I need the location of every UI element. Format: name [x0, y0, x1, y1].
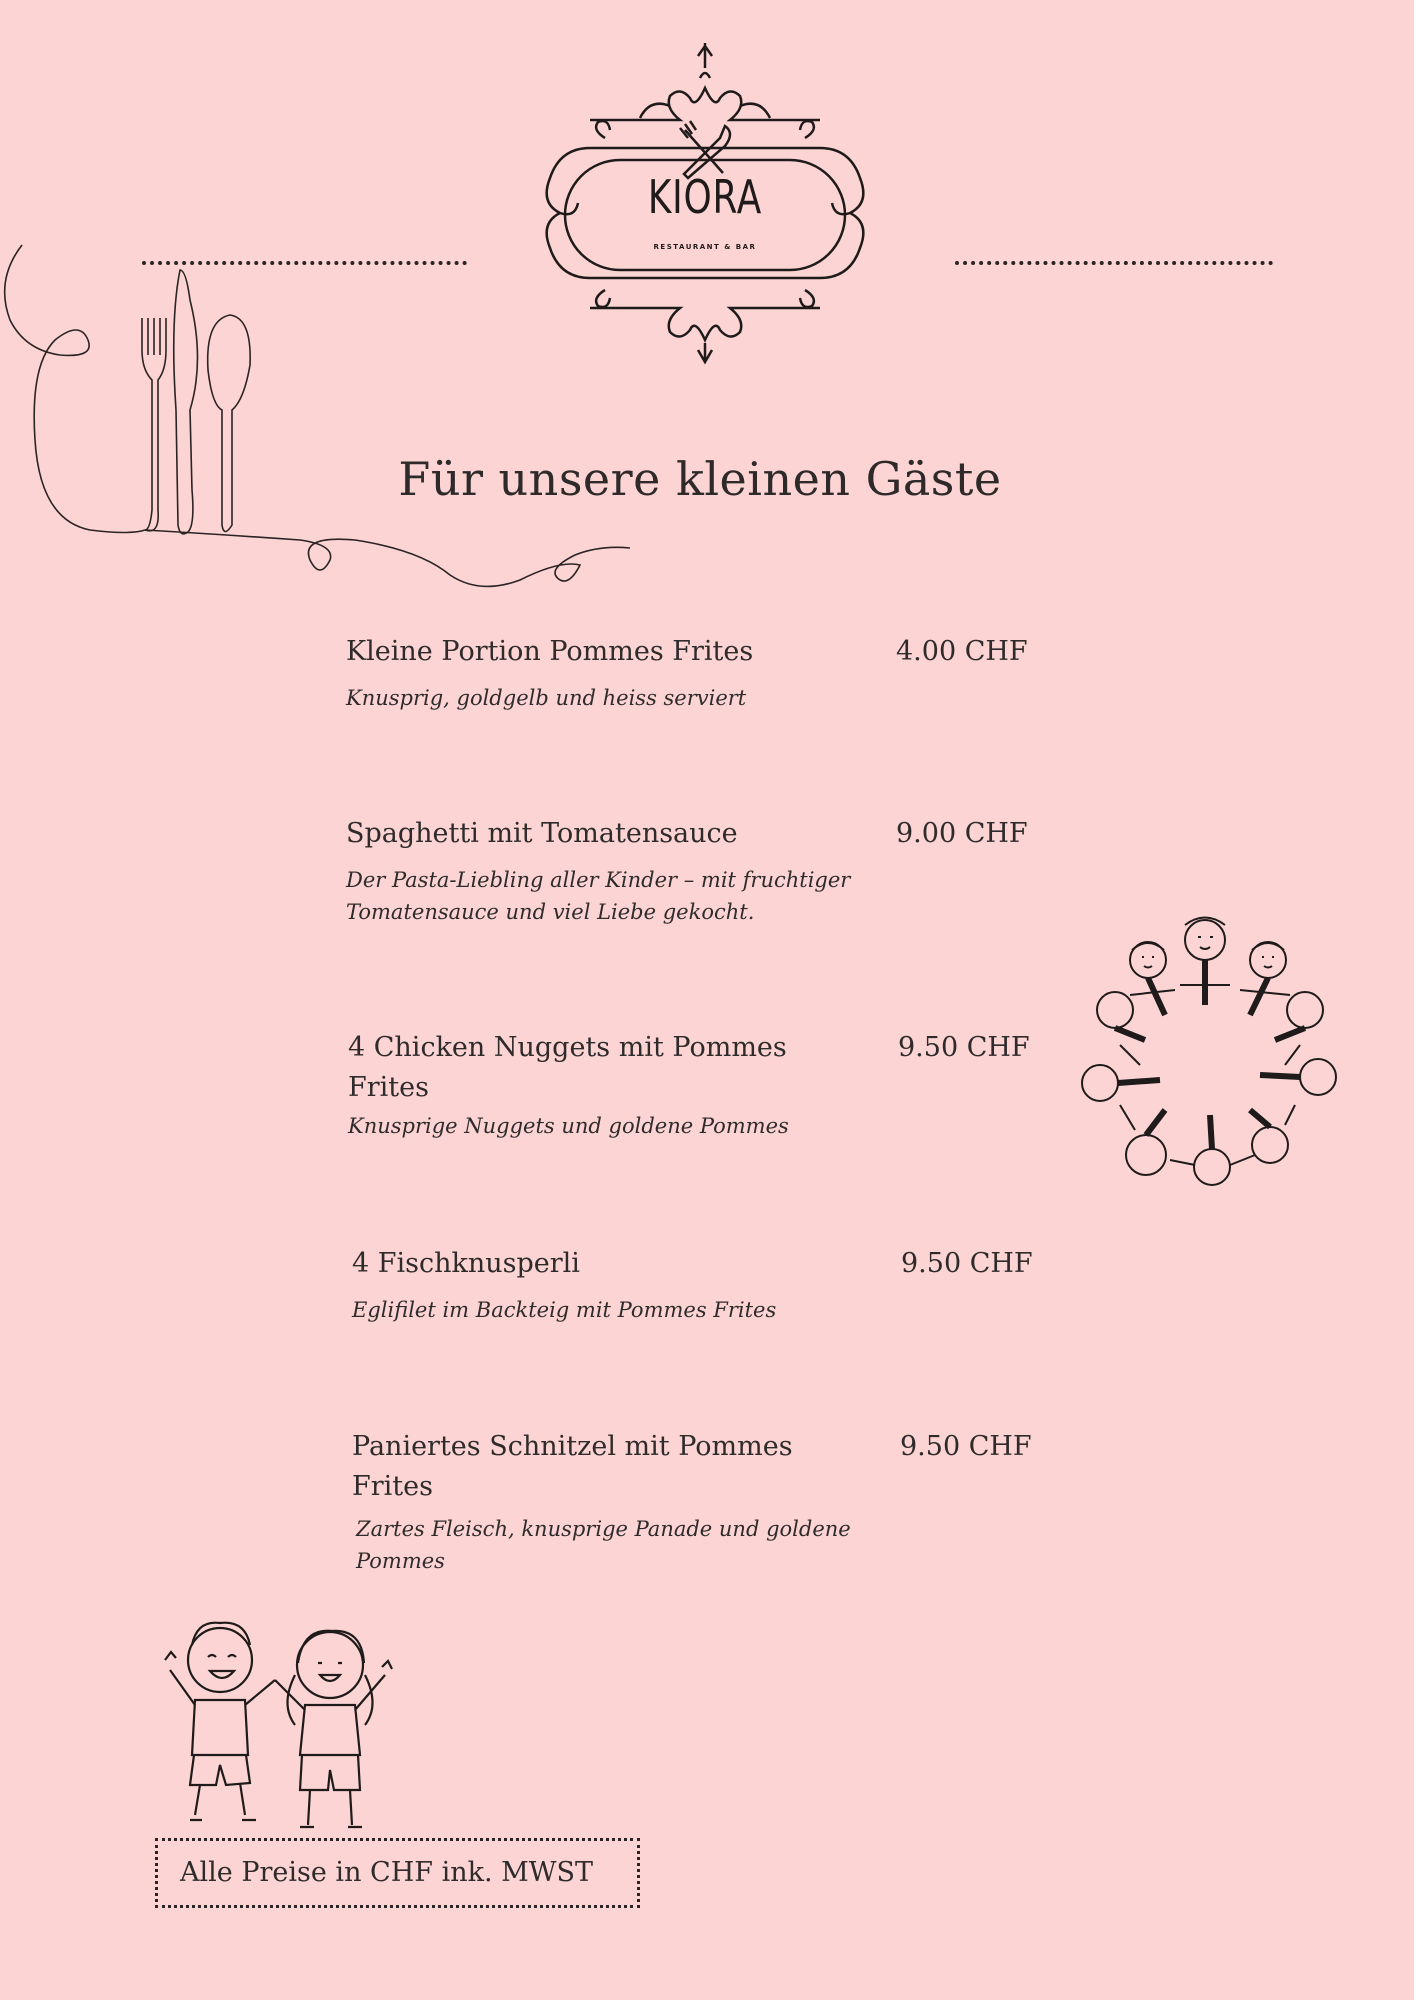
menu-item-price: 9.50 CHF [898, 1032, 1030, 1063]
two-kids-illustration [150, 1615, 410, 1845]
menu-item-price: 4.00 CHF [896, 636, 1028, 667]
menu-item-description: Eglifilet im Backteig mit Pommes Frites [352, 1298, 777, 1322]
divider-right [955, 261, 1273, 265]
menu-item-price: 9.50 CHF [901, 1248, 1033, 1279]
brand-tagline: RESTAURANT & BAR [653, 243, 757, 251]
menu-item-description: Zartes Fleisch, knusprige Panade und goldene Pommes [356, 1517, 851, 1573]
menu-item-price: 9.50 CHF [900, 1431, 1032, 1462]
menu-item-name: 4 Chicken Nuggets mit Pommes Frites [348, 1032, 787, 1103]
menu-item-description: Knusprig, goldgelb und heiss serviert [346, 686, 747, 710]
menu-item-description: Der Pasta-Liebling aller Kinder – mit fruchtiger Tomatensauce und viel Liebe gekocht. [346, 868, 851, 924]
menu-item-name: Kleine Portion Pommes Frites [346, 636, 754, 667]
children-circle-illustration [1060, 905, 1350, 1205]
menu-heading: Für unsere kleinen Gäste [398, 452, 1002, 506]
brand-name: KIORA [647, 170, 763, 224]
menu-item-price: 9.00 CHF [896, 818, 1028, 849]
menu-item-name: Spaghetti mit Tomatensauce [346, 818, 738, 849]
footer-note-box [155, 1838, 640, 1908]
menu-item-name: Paniertes Schnitzel mit Pommes Frites [352, 1431, 793, 1502]
cutlery-line-art-icon [0, 240, 640, 600]
menu-item-name: 4 Fischknusperli [352, 1248, 580, 1279]
footer-note: Alle Preise in CHF ink. MWST [180, 1857, 594, 1888]
menu-item-description: Knusprige Nuggets und goldene Pommes [348, 1114, 789, 1138]
